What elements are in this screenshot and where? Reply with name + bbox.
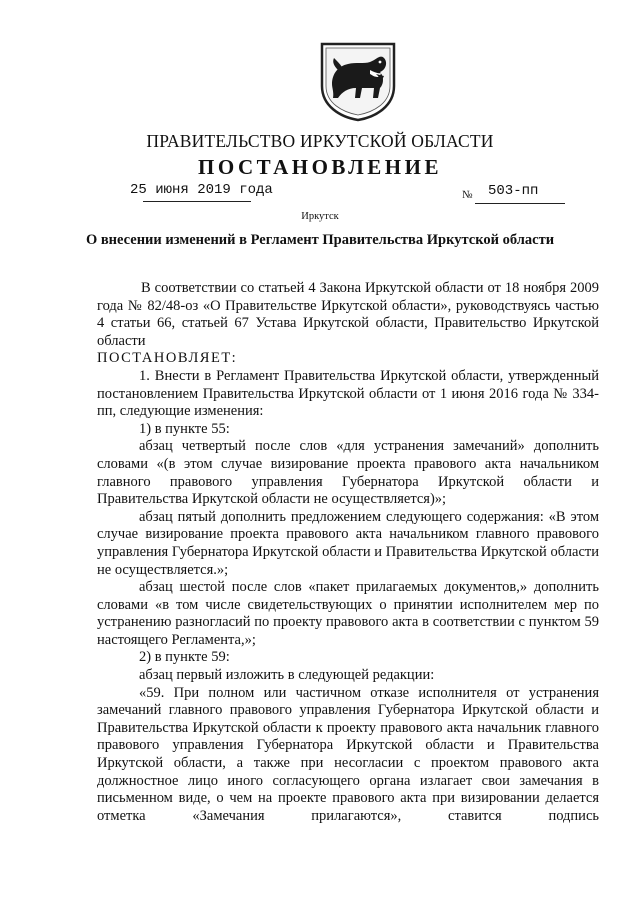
paragraph-abzac-4: абзац четвертый после слов «для устранения замечаний» дополнить словами «(в этом случае визирование проекта правового акта начальником главного правового управления Губернатора Иркутской области и Правительства Иркутской области не осуществляется)»; bbox=[97, 438, 599, 508]
paragraph-abzac-1: абзац первый изложить в следующей редакции: bbox=[139, 667, 435, 684]
city: Иркутск bbox=[301, 211, 339, 222]
paragraph-point-59: 2) в пункте 59: bbox=[139, 649, 230, 666]
number-underline bbox=[475, 203, 565, 204]
paragraph-resolves: ПОСТАНОВЛЯЕТ: bbox=[97, 350, 238, 367]
document-title: О внесении изменений в Регламент Правительства Иркутской области bbox=[85, 232, 555, 248]
document-type: ПОСТАНОВЛЕНИЕ bbox=[198, 155, 442, 179]
paragraph-item-1: 1. Внести в Регламент Правительства Иркутской области, утвержденный постановлением Правительства Иркутской области от 1 июня 2016 года № 334-пп, следующие изменения: bbox=[97, 367, 599, 420]
paragraph-point-55: 1) в пункте 55: bbox=[139, 420, 230, 437]
paragraph-item-59-text: «59. При полном или частичном отказе исполнителя от устранения замечаний главного правового управления Губернатора Иркутской области и Правительства Иркутской области к проекту правового акта начальник главного правового управления Губернатора Иркутской области и Правительства Иркутской области, а также при несогласии с проектом правового акта должностное лицо иного согласующего органа излагает свои замечания в письменном виде, о чем на проекте правового акта при визировании делается отметка «Замечания прилагаются», ставится подпись bbox=[97, 684, 599, 824]
irkutsk-babr-emblem-icon bbox=[318, 40, 398, 122]
document-number: 503-пп bbox=[488, 183, 539, 199]
paragraph-abzac-5: абзац пятый дополнить предложением следующего содержания: «В этом случае визирование проекта правового акта начальником главного правового управления Губернатора Иркутской области и Правительства Иркутской области не осуществляется.»; bbox=[97, 508, 599, 578]
date-underline bbox=[143, 201, 251, 202]
document-body bbox=[97, 280, 599, 825]
document-date: 25 июня 2019 года bbox=[130, 182, 273, 198]
paragraph-abzac-6: абзац шестой после слов «пакет прилагаемых документов,» дополнить словами «в том числе свидетельствующих о принятии исполнителем мер по устранению разногласий по проекту правового акта в соответствии с пунктом 59 настоящего Регламента,»; bbox=[97, 579, 599, 648]
government-name: ПРАВИТЕЛЬСТВО ИРКУТСКОЙ ОБЛАСТИ bbox=[146, 131, 494, 151]
paragraph-basis: В соответствии со статьей 4 Закона Иркутской области от 18 ноября 2009 года № 82/48-оз «О Правительстве Иркутской области», руководствуясь частью 4 статьи 66, статьей 67 Устава Иркутской области, Правительство Иркутской области bbox=[97, 280, 599, 349]
number-sign: № bbox=[462, 189, 473, 201]
